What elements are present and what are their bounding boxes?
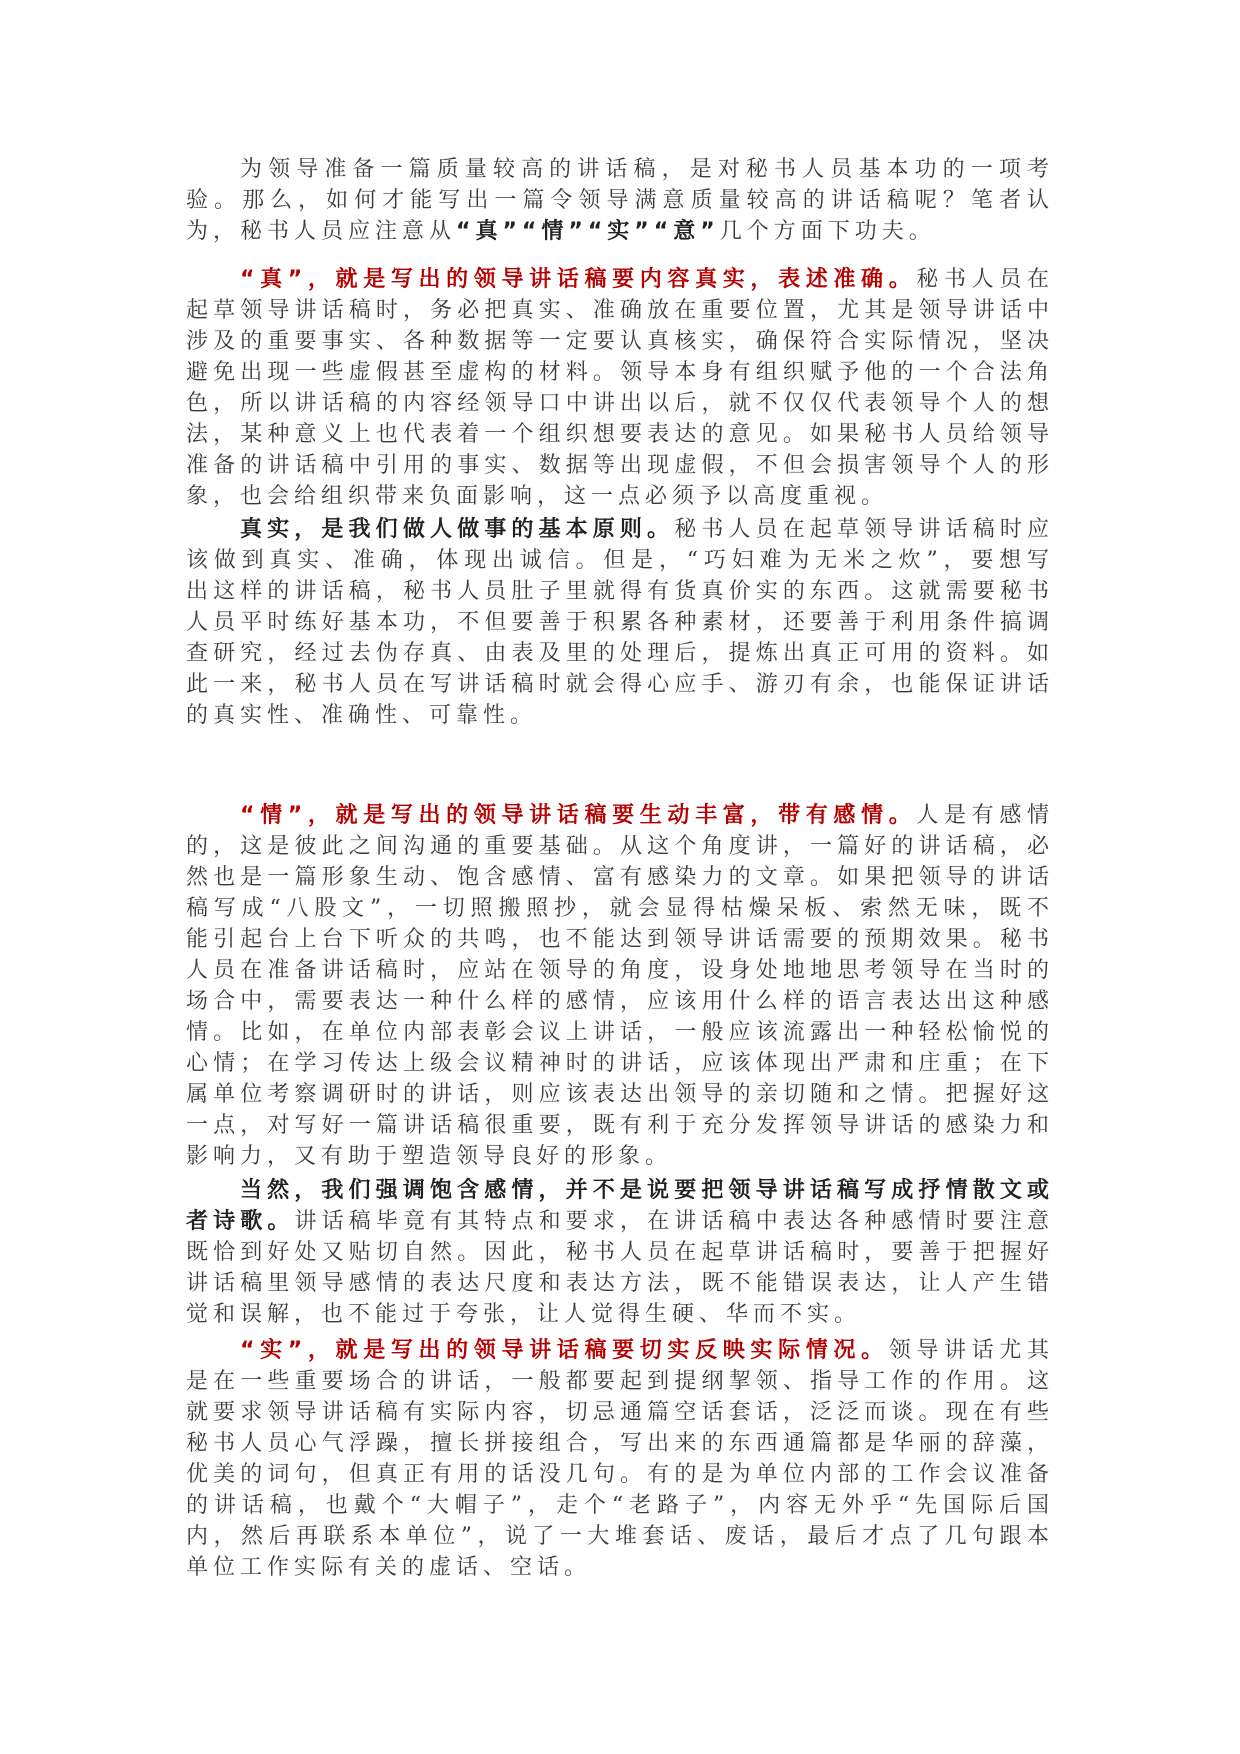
paragraph-text: 人是有感情的，这是彼此之间沟通的重要基础。从这个角度讲，一篇好的讲话稿，必然也是一篇形象生动、饱含感情、富有感染力的文章。如果把领导的讲话稿写成“八股文”，一切照搬照抄，就会显得枯燥呆板、索然无味，既不能引起台上台下听众的共鸣，也不能达到领导讲话需要的预期效果。秘书人员在准备讲话稿时，应站在领导的角度，设身处地地思考领导在当时的场合中，需要表达一种什么样的感情，应该用什么样的语言表达出这种感情。比如，在单位内部表彰会议上讲话，一般应该流露出一种轻松愉悦的心情；在学习传达上级会议精神时的讲话，应该体现出严肃和庄重；在下属单位考察调研时的讲话，则应该表达出领导的亲切随和之情。把握好这一点，对写好一篇讲话稿很重要，既有利于充分发挥领导讲话的感染力和影响力，又有助于塑造领导良好的形象。 bbox=[186, 803, 1054, 1169]
paragraph-shi bbox=[186, 1335, 1054, 1583]
paragraph-text: 讲话稿毕竟有其特点和要求，在讲话稿中表达各种感情时要注意既恰到好处又贴切自然。因此，秘书人员在起草讲话稿时，要善于把握好讲话稿里领导感情的表达尺度和表达方法，既不能错误表达，让人产生错觉和误解，也不能过于夸张，让人觉得生硬、华而不实。 bbox=[186, 1209, 1054, 1327]
paragraph-text: 领导讲话尤其是在一些重要场合的讲话，一般都要起到提纲挈领、指导工作的作用。这就要求领导讲话稿有实际内容，切忌通篇空话套话，泛泛而谈。现在有些秘书人员心气浮躁，擅长拼接组合，写出来的东西通篇都是华丽的辞藻，优美的词句，但真正有用的话没几句。有的是为单位内部的工作会议准备的讲话稿，也戴个“大帽子”，走个“老路子”，内容无外乎“先国际后国内，然后再联系本单位”，说了一大堆套话、废话，最后才点了几句跟本单位工作实际有关的虚话、空话。 bbox=[186, 1338, 1054, 1580]
paragraph-qing bbox=[186, 800, 1054, 1172]
paragraph-dangran bbox=[186, 1175, 1054, 1330]
paragraph-text: 为领导准备一篇质量较高的讲话稿，是对秘书人员基本功的一项考验。那么，如何才能写出一篇令领导满意质量较高的讲话稿呢？笔者认为，秘书人员应注意从 bbox=[186, 157, 1054, 244]
paragraph-inline-bold: “真”“情”“实”“意” bbox=[456, 219, 720, 244]
paragraph-lead-bold: 真实，是我们做人做事的基本原则。 bbox=[240, 517, 675, 542]
paragraph-zhenshi bbox=[186, 514, 1054, 731]
paragraph-zhen bbox=[186, 264, 1054, 512]
paragraph-text: 几个方面下功夫。 bbox=[719, 219, 936, 244]
paragraph-lead-bold: 当然，我们强调饱含感情，并不是说要把领导讲话稿写成抒情散文或者诗歌。 bbox=[186, 1178, 1054, 1234]
paragraph-lead-red: “实”，就是写出的领导讲话稿要切实反映实际情况。 bbox=[240, 1338, 889, 1363]
paragraph-text: 秘书人员在起草领导讲话稿时，务必把真实、准确放在重要位置，尤其是领导讲话中涉及的重要事实、各种数据等一定要认真核实，确保符合实际情况，坚决避免出现一些虚假甚至虚构的材料。领导本身有组织赋予他的一个合法角色，所以讲话稿的内容经领导口中讲出以后，就不仅仅代表领导个人的想法，某种意义上也代表着一个组织想要表达的意见。如果秘书人员给领导准备的讲话稿中引用的事实、数据等出现虚假，不但会损害领导个人的形象，也会给组织带来负面影响，这一点必须予以高度重视。 bbox=[186, 267, 1054, 509]
paragraph-lead-red: “真”，就是写出的领导讲话稿要内容真实，表述准确。 bbox=[240, 267, 917, 292]
paragraph-lead-red: “情”，就是写出的领导讲话稿要生动丰富，带有感情。 bbox=[240, 803, 917, 828]
paragraph-text: 秘书人员在起草领导讲话稿时应该做到真实、准确，体现出诚信。但是，“巧妇难为无米之炊”，要想写出这样的讲话稿，秘书人员肚子里就得有货真价实的东西。这就需要秘书人员平时练好基本功，不但要善于积累各种素材，还要善于利用条件搞调查研究，经过去伪存真、由表及里的处理后，提炼出真正可用的资料。如此一来，秘书人员在写讲话稿时就会得心应手、游刃有余，也能保证讲话的真实性、准确性、可靠性。 bbox=[186, 517, 1054, 728]
paragraph-intro bbox=[186, 154, 1054, 247]
